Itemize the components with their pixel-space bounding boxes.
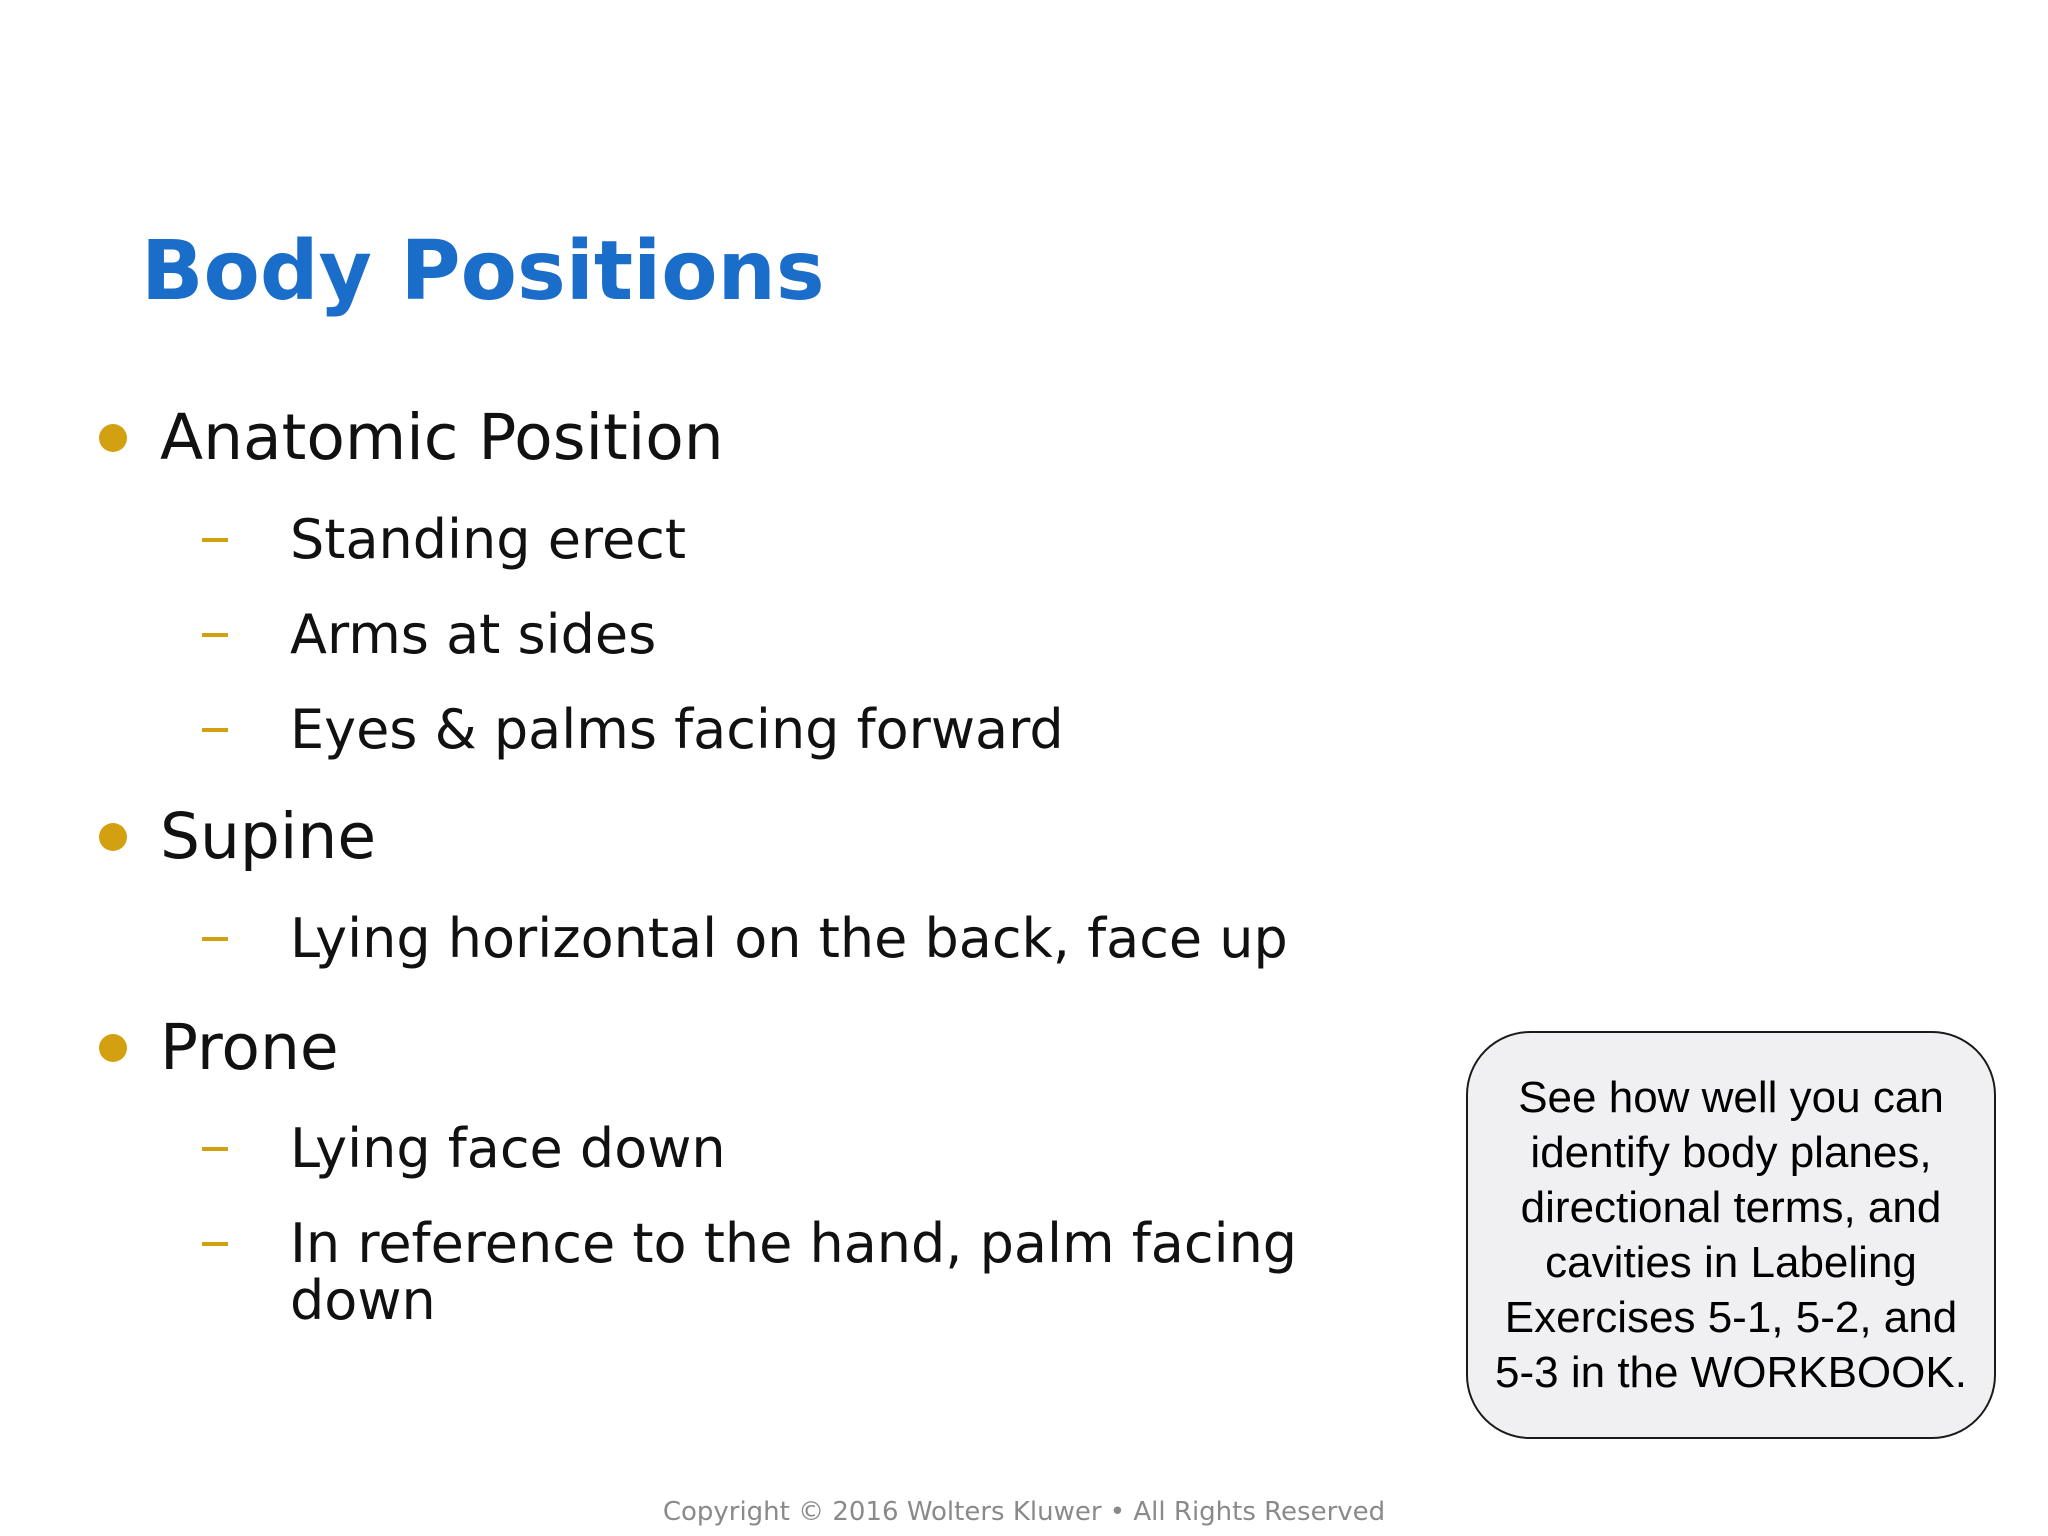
subitem-eyes-palms: Eyes & palms facing forward (290, 698, 1064, 761)
bullet-item-prone: Prone (160, 1011, 339, 1084)
subitem-hand-palm-down: In reference to the hand, palm facing down (290, 1212, 1298, 1332)
bullet-item-anatomic-position: Anatomic Position (160, 401, 724, 474)
bullet-dot-icon (99, 1034, 127, 1062)
slide-title: Body Positions (141, 224, 825, 319)
dash-icon (202, 728, 228, 732)
bullet-dot-icon (99, 424, 127, 452)
dash-icon (202, 937, 228, 941)
copyright-footer: Copyright © 2016 Wolters Kluwer • All Rights Reserved (662, 1497, 1386, 1527)
subitem-arms-at-sides: Arms at sides (290, 603, 657, 666)
callout-text: See how well you can identify body planes, directional terms, and cavities in Labeling Exercises 5-1, 5-2, and 5-3 in the WORKBOOK. (1495, 1073, 1967, 1397)
dash-icon (202, 1147, 228, 1151)
subitem-lying-face-down: Lying face down (290, 1117, 726, 1180)
dash-icon (202, 538, 228, 542)
dash-icon (202, 633, 228, 637)
subitem-standing-erect: Standing erect (290, 508, 687, 571)
bullet-dot-icon (99, 823, 127, 851)
workbook-callout (1466, 1031, 1996, 1439)
subitem-lying-horizontal: Lying horizontal on the back, face up (290, 907, 1288, 970)
bullet-item-supine: Supine (160, 800, 377, 873)
dash-icon (202, 1242, 228, 1246)
